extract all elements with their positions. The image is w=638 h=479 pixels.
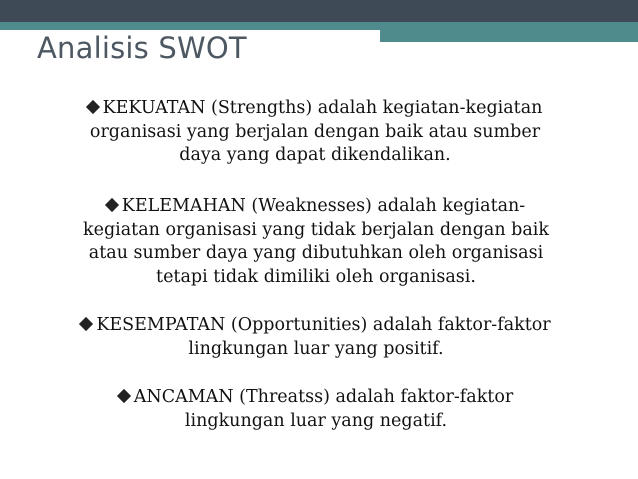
- item-line: KESEMPATAN (Opportunities) adalah faktor-faktor: [96, 315, 551, 335]
- swot-item-opportunities: [23, 314, 609, 361]
- item-line: organisasi yang berjalan dengan baik atau sumber: [89, 121, 541, 142]
- swot-item-strengths: [34, 97, 596, 168]
- item-line: KELEMAHAN (Weaknesses) adalah kegiatan-: [121, 196, 526, 216]
- item-line: lingkungan luar yang positif.: [188, 338, 444, 359]
- header-accent-block: [380, 22, 638, 42]
- header-bar-dark: [0, 0, 638, 22]
- swot-item-weaknesses: [40, 195, 592, 289]
- item-line: daya yang dapat dikendalikan.: [179, 145, 451, 165]
- diamond-bullet-icon: [105, 198, 119, 212]
- item-line: atau sumber daya yang dibutuhkan oleh organisasi: [88, 243, 544, 263]
- item-line: KEKUATAN (Strengths) adalah kegiatan-kegiatan: [102, 98, 543, 118]
- diamond-bullet-icon: [79, 317, 93, 331]
- diamond-bullet-icon: [117, 389, 131, 403]
- swot-item-threats: [40, 386, 592, 433]
- item-line: ANCAMAN (Threatss) adalah faktor-faktor: [133, 387, 514, 407]
- item-line: lingkungan luar yang negatif.: [184, 410, 448, 431]
- item-line: tetapi tidak dimiliki oleh organisasi.: [156, 266, 476, 287]
- item-line: kegiatan organisasi yang tidak berjalan dengan baik: [82, 219, 550, 240]
- slide-title: Analisis SWOT: [37, 31, 247, 65]
- diamond-bullet-icon: [86, 100, 100, 114]
